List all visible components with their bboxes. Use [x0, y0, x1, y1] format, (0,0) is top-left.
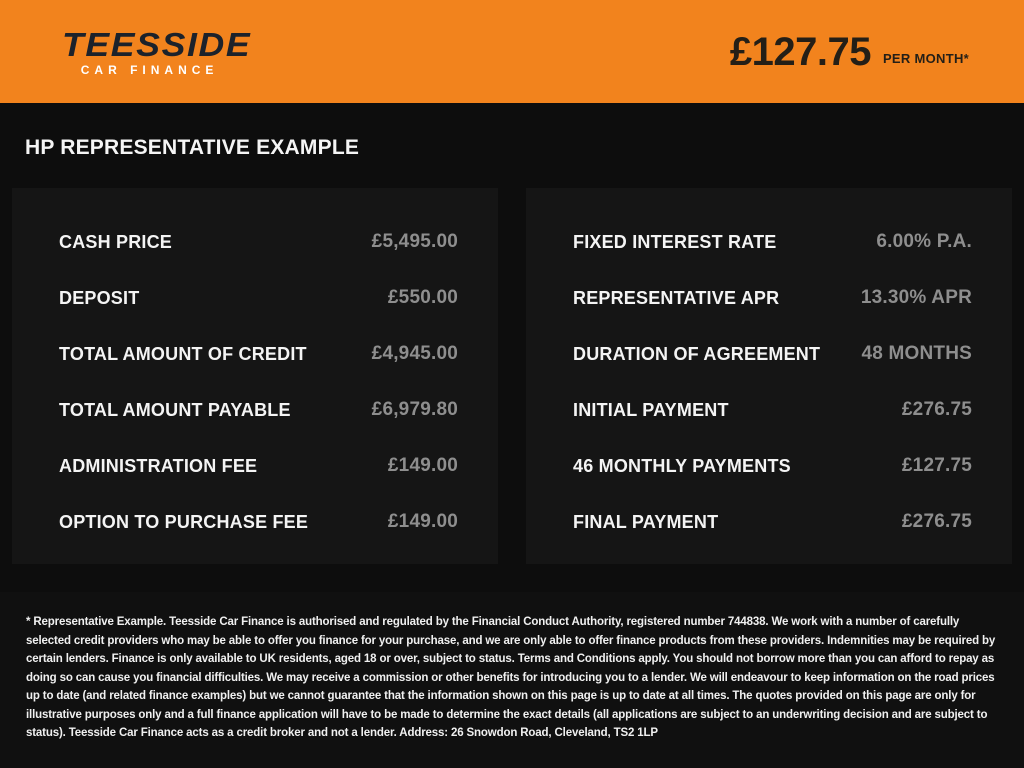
disclaimer-text: * Representative Example. Teesside Car Finance is authorised and regulated by the Financial Conduct Authority, registered number 744838. We work with a number of carefully selected credit providers who may be able to offer you finance for your purchase, and we are only able to offer finance products from these providers. Indemnities may be required by certain lenders. Finance is only available to UK residents, aged 18 or over, subject to status. Terms and Conditions apply. You should not borrow more than you can afford to repay as doing so can cause you financial difficulties. We may receive a commission or other benefits for introducing you to a lender. We will endeavour to keep information on the road prices up to date (and related finance examples) but we cannot guarantee that the information shown on this page is up to date at all times. The quotes provided on this page are only for illustrative purposes only and a full finance application will have to be made to determine the exact details (all applications are subject to an underwriting decision and are subject to status). Teesside Car Finance acts as a credit broker and not a lender. Address: 26 Snowdon Road, Cleveland, TS2 1LP [26, 616, 996, 739]
brand-logo [62, 25, 252, 77]
header-bar [0, 0, 1024, 103]
finance-row-value: £149.00 [387, 511, 458, 532]
finance-row-label: TOTAL AMOUNT PAYABLE [59, 399, 291, 420]
finance-row-label: DURATION OF AGREEMENT [573, 343, 821, 364]
finance-row-value: £4,945.00 [371, 343, 458, 364]
finance-row-value: £5,495.00 [371, 231, 458, 252]
finance-panel-right [526, 188, 1012, 564]
table-row [59, 326, 458, 382]
finance-row-value: £127.75 [901, 455, 972, 476]
finance-row-label: FIXED INTEREST RATE [573, 231, 777, 252]
finance-row-label: CASH PRICE [59, 231, 173, 252]
finance-row-label: ADMINISTRATION FEE [59, 455, 258, 476]
finance-row-label: 46 MONTHLY PAYMENTS [573, 455, 791, 476]
finance-row-value: 48 MONTHS [861, 343, 972, 364]
monthly-price-suffix: PER MONTH* [882, 51, 969, 66]
main-content [0, 103, 1024, 566]
table-row [573, 382, 972, 438]
table-row [573, 270, 972, 326]
monthly-price [729, 29, 969, 74]
table-row [573, 214, 972, 270]
monthly-price-amount: £127.75 [729, 29, 871, 74]
table-row [573, 494, 972, 550]
page-title: HP REPRESENTATIVE EXAMPLE [25, 136, 360, 159]
finance-row-label: REPRESENTATIVE APR [573, 287, 780, 308]
table-row [59, 494, 458, 550]
table-row [573, 438, 972, 494]
finance-row-value: £149.00 [387, 455, 458, 476]
finance-row-label: FINAL PAYMENT [573, 511, 719, 532]
finance-row-label: INITIAL PAYMENT [573, 399, 729, 420]
disclaimer-footer [0, 592, 1024, 768]
finance-row-value: £276.75 [901, 399, 972, 420]
finance-row-value: £276.75 [901, 511, 972, 532]
finance-panel-left [12, 188, 498, 564]
finance-row-value: 13.30% APR [860, 287, 972, 308]
brand-subtitle: CAR FINANCE [80, 62, 219, 77]
finance-row-label: OPTION TO PURCHASE FEE [59, 511, 309, 532]
table-row [573, 326, 972, 382]
finance-panels [12, 188, 1012, 564]
table-row [59, 214, 458, 270]
table-row [59, 382, 458, 438]
table-row [59, 438, 458, 494]
finance-row-label: DEPOSIT [59, 287, 140, 308]
brand-name: TEESSIDE [62, 25, 252, 63]
finance-row-label: TOTAL AMOUNT OF CREDIT [59, 343, 307, 364]
table-row [59, 270, 458, 326]
finance-row-value: 6.00% P.A. [876, 231, 972, 252]
finance-row-value: £6,979.80 [371, 399, 458, 420]
finance-row-value: £550.00 [387, 287, 458, 308]
